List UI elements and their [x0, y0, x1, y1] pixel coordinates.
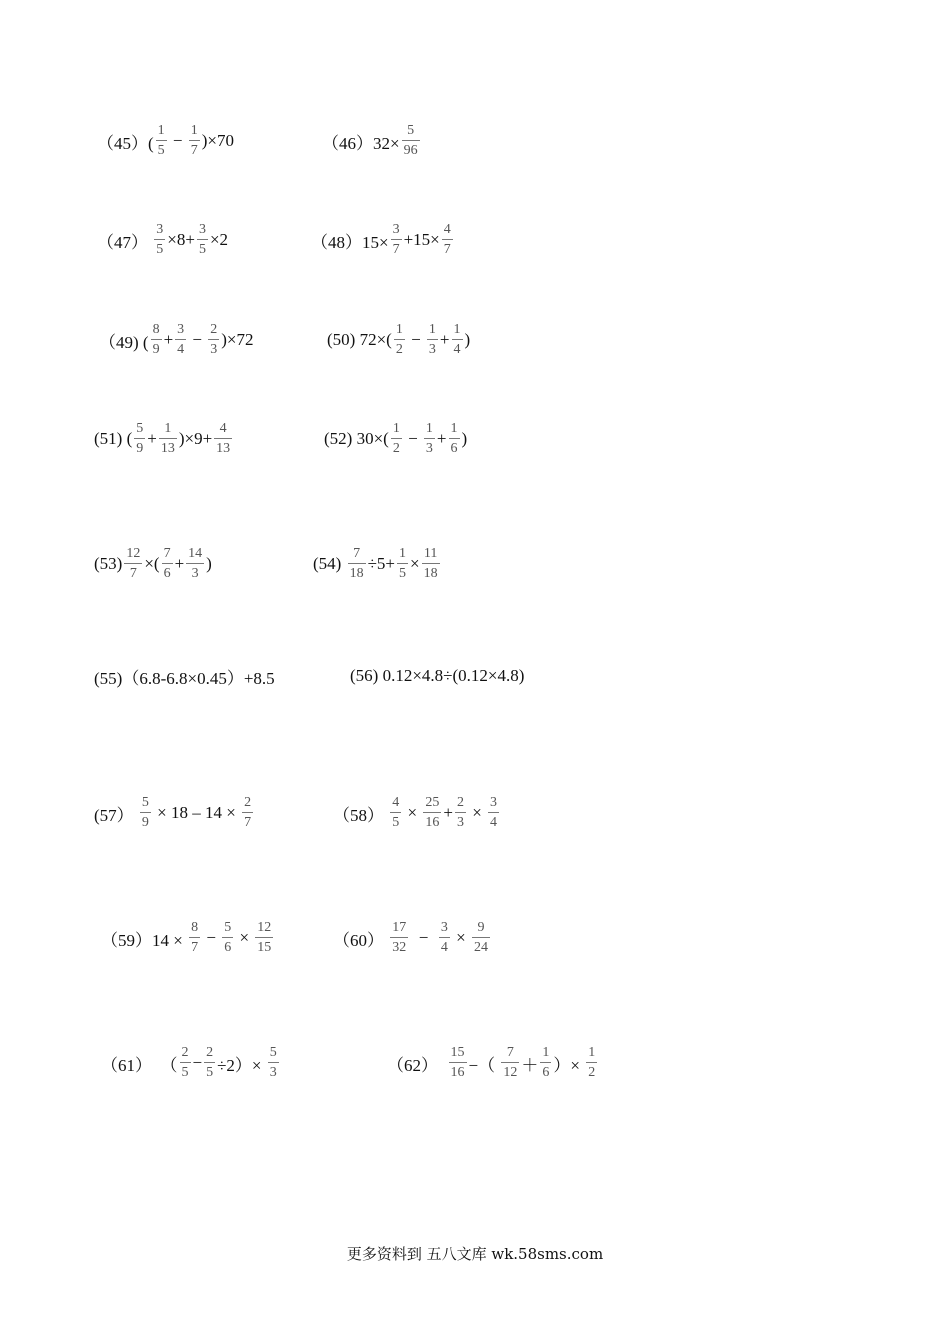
problem-45 — [97, 111, 234, 171]
fraction-numerator: 5 — [141, 795, 149, 810]
expression-text: ＋ — [521, 1055, 539, 1075]
fraction-denominator: 12 — [503, 1065, 518, 1080]
fraction-numerator: 2 — [181, 1045, 189, 1060]
fraction — [156, 124, 167, 158]
fraction-denominator: 3 — [456, 815, 464, 830]
footer-source: 更多资料到 五八文库 wk.58sms.com — [346, 1245, 604, 1263]
expression-text: )×9+ — [178, 429, 213, 448]
fraction — [186, 547, 204, 581]
expression-text: − — [202, 928, 221, 947]
fraction-denominator: 4 — [490, 815, 498, 830]
fraction-numerator: 3 — [440, 920, 448, 935]
fraction — [208, 323, 219, 357]
fraction — [442, 223, 453, 257]
fraction-numerator: 14 — [188, 546, 203, 561]
fraction-denominator: 3 — [210, 342, 218, 357]
expression-text: + — [439, 330, 450, 349]
fraction-numerator: 1 — [392, 421, 400, 436]
fraction — [197, 223, 208, 257]
fraction-numerator: 7 — [163, 546, 171, 561]
fraction-numerator: 1 — [588, 1045, 596, 1060]
expression-text: （61） （ — [101, 1055, 178, 1075]
fraction-numerator: 1 — [542, 1045, 550, 1060]
fraction — [390, 921, 408, 955]
fraction-denominator: 6 — [224, 940, 232, 955]
fraction-denominator: 6 — [542, 1065, 550, 1080]
fraction-denominator: 3 — [191, 566, 199, 581]
fraction-denominator: 9 — [136, 441, 144, 456]
expression-text: (57） — [94, 805, 138, 825]
problem-52 — [324, 409, 467, 469]
fraction-numerator: 2 — [210, 322, 218, 337]
fraction-numerator: 4 — [443, 222, 451, 237]
expression-text: （45）( — [97, 133, 154, 153]
fraction-numerator: 11 — [423, 546, 438, 561]
fraction — [242, 796, 253, 830]
fraction-denominator: 13 — [160, 441, 175, 456]
fraction — [390, 796, 401, 830]
problem-47 — [97, 210, 228, 270]
fraction — [189, 921, 200, 955]
expression-text: + — [436, 429, 447, 448]
fraction-numerator: 1 — [453, 322, 461, 337]
problem-46 — [322, 111, 422, 171]
fraction-denominator: 9 — [152, 342, 160, 357]
fraction-numerator: 1 — [395, 322, 403, 337]
fraction — [455, 796, 466, 830]
expression-text: ×2 — [209, 230, 229, 249]
fraction-denominator: 6 — [450, 441, 458, 456]
fraction-numerator: 2 — [206, 1045, 214, 1060]
fraction-numerator: 8 — [152, 322, 160, 337]
expression-text: （60） — [333, 930, 389, 950]
fraction-numerator: 9 — [477, 920, 485, 935]
problem-58 — [333, 783, 501, 843]
fraction — [449, 422, 460, 456]
fraction — [488, 796, 499, 830]
fraction-numerator: 4 — [392, 795, 400, 810]
fraction — [124, 547, 142, 581]
fraction-denominator: 2 — [395, 342, 403, 357]
expression-text: − — [406, 330, 425, 349]
fraction-numerator: 3 — [156, 222, 164, 237]
fraction-denominator: 4 — [440, 940, 448, 955]
fraction — [189, 124, 200, 158]
fraction — [424, 422, 435, 456]
expression-text: +15× — [403, 230, 440, 249]
fraction — [348, 547, 366, 581]
expression-text: −（ — [468, 1055, 500, 1075]
fraction-denominator: 5 — [206, 1065, 214, 1080]
expression-text: ）× — [553, 1055, 585, 1075]
fraction-denominator: 4 — [453, 342, 461, 357]
fraction — [180, 1046, 191, 1080]
expression-text: (53) — [94, 554, 123, 573]
fraction-denominator: 5 — [392, 815, 400, 830]
expression-text: （48）15× — [311, 232, 389, 252]
expression-text: (56) 0.12×4.8÷(0.12×4.8) — [350, 666, 525, 685]
fraction-numerator: 1 — [450, 421, 458, 436]
fraction-denominator: 4 — [177, 342, 185, 357]
fraction — [151, 323, 162, 357]
fraction-denominator: 24 — [473, 940, 488, 955]
problem-56 — [350, 646, 524, 706]
problem-61 — [101, 1033, 281, 1093]
problem-62 — [387, 1033, 599, 1093]
fraction-denominator: 18 — [349, 566, 364, 581]
expression-text: + — [174, 554, 185, 573]
fraction-denominator: 13 — [216, 441, 231, 456]
fraction-denominator: 16 — [425, 815, 440, 830]
fraction-denominator: 3 — [428, 342, 436, 357]
fraction — [423, 796, 441, 830]
fraction-denominator: 7 — [191, 940, 199, 955]
fraction-numerator: 1 — [164, 421, 172, 436]
fraction-numerator: 8 — [191, 920, 199, 935]
problem-49 — [99, 310, 254, 370]
fraction-denominator: 18 — [423, 566, 438, 581]
problem-53 — [94, 534, 212, 594]
fraction — [402, 124, 420, 158]
fraction — [268, 1046, 279, 1080]
fraction — [154, 223, 165, 257]
expression-text: )×72 — [221, 330, 254, 349]
fraction-denominator: 6 — [163, 566, 171, 581]
fraction-denominator: 2 — [392, 441, 400, 456]
expression-text: ×8+ — [167, 230, 195, 249]
problem-55 — [94, 646, 275, 706]
problem-51 — [94, 409, 234, 469]
fraction-numerator: 12 — [126, 546, 141, 561]
fraction-numerator: 1 — [157, 123, 165, 138]
fraction-denominator: 15 — [257, 940, 272, 955]
expression-text: (54) — [313, 554, 346, 573]
fraction-denominator: 3 — [269, 1065, 277, 1080]
expression-text: × — [410, 554, 420, 573]
fraction — [397, 547, 408, 581]
fraction — [222, 921, 233, 955]
fraction-numerator: 3 — [198, 222, 206, 237]
fraction-numerator: 2 — [456, 795, 464, 810]
expression-text: × 18 – 14 × — [152, 803, 241, 822]
expression-text: − — [192, 1053, 203, 1072]
fraction-numerator: 3 — [392, 222, 400, 237]
fraction-numerator: 5 — [224, 920, 232, 935]
expression-text: （46）32× — [322, 133, 400, 153]
fraction-numerator: 2 — [244, 795, 252, 810]
expression-text: （58） — [333, 805, 389, 825]
fraction — [175, 323, 186, 357]
fraction-denominator: 9 — [141, 815, 149, 830]
fraction-numerator: 7 — [506, 1045, 514, 1060]
expression-text: − — [188, 330, 207, 349]
fraction-numerator: 7 — [353, 546, 361, 561]
expression-text: （59）14 × — [101, 930, 188, 950]
fraction-denominator: 5 — [181, 1065, 189, 1080]
problem-59 — [101, 908, 275, 968]
expression-text: (52) 30×( — [324, 429, 389, 448]
fraction-denominator: 3 — [425, 441, 433, 456]
expression-text: (50) 72×( — [327, 330, 392, 349]
expression-text: − — [410, 928, 437, 947]
expression-text: (55)（6.8-6.8×0.45）+8.5 — [94, 668, 275, 688]
fraction-denominator: 5 — [156, 242, 164, 257]
fraction — [472, 921, 490, 955]
fraction — [439, 921, 450, 955]
expression-text: （62） — [387, 1055, 447, 1075]
fraction-numerator: 3 — [490, 795, 498, 810]
fraction — [162, 547, 173, 581]
fraction-numerator: 25 — [425, 795, 440, 810]
fraction — [540, 1046, 551, 1080]
fraction-denominator: 32 — [392, 940, 407, 955]
expression-text: （47） — [97, 232, 153, 252]
fraction-numerator: 1 — [190, 123, 198, 138]
problem-48 — [311, 210, 455, 270]
fraction-denominator: 96 — [403, 143, 418, 158]
problem-54 — [313, 534, 442, 594]
fraction-numerator: 12 — [257, 920, 272, 935]
expression-text: + — [163, 330, 174, 349]
fraction — [449, 1046, 467, 1080]
expression-text: + — [147, 429, 157, 448]
expression-text: − — [403, 429, 422, 448]
expression-text: ×( — [144, 554, 160, 573]
fraction-denominator: 5 — [157, 143, 165, 158]
expression-text: × — [467, 803, 487, 822]
fraction-denominator: 7 — [190, 143, 198, 158]
fraction-denominator: 7 — [244, 815, 252, 830]
fraction-numerator: 4 — [219, 421, 227, 436]
expression-text: ÷5+ — [367, 554, 395, 573]
fraction — [134, 422, 145, 456]
fraction-numerator: 1 — [428, 322, 436, 337]
fraction-numerator: 1 — [425, 421, 433, 436]
fraction-denominator: 7 — [129, 566, 137, 581]
fraction-numerator: 5 — [269, 1045, 277, 1060]
expression-text: ) — [464, 330, 471, 349]
fraction — [159, 422, 177, 456]
problem-60 — [333, 908, 492, 968]
problem-50 — [327, 310, 470, 370]
expression-text: ÷2）× — [217, 1055, 266, 1075]
fraction-denominator: 5 — [399, 566, 406, 581]
fraction-numerator: 15 — [450, 1045, 465, 1060]
fraction — [214, 422, 232, 456]
fraction-denominator: 16 — [450, 1065, 465, 1080]
expression-text: ) — [206, 554, 212, 573]
expression-text: × — [403, 803, 422, 822]
fraction — [255, 921, 273, 955]
fraction-numerator: 3 — [177, 322, 185, 337]
fraction — [422, 547, 440, 581]
fraction — [452, 323, 463, 357]
expression-text: （49) ( — [99, 332, 149, 352]
fraction-denominator: 5 — [198, 242, 206, 257]
fraction — [391, 223, 402, 257]
problem-57 — [94, 783, 255, 843]
expression-text: ) — [461, 429, 468, 448]
expression-text: + — [443, 803, 453, 822]
expression-text: × — [451, 928, 470, 947]
expression-text: (51) ( — [94, 429, 133, 448]
expression-text: − — [168, 131, 187, 150]
fraction — [204, 1046, 215, 1080]
fraction — [391, 422, 402, 456]
fraction-denominator: 7 — [443, 242, 451, 257]
fraction — [394, 323, 405, 357]
fraction-numerator: 1 — [399, 546, 406, 561]
fraction — [427, 323, 438, 357]
fraction — [586, 1046, 597, 1080]
fraction-denominator: 7 — [392, 242, 400, 257]
expression-text: × — [235, 928, 254, 947]
fraction-numerator: 17 — [392, 920, 407, 935]
expression-text: )×70 — [201, 131, 235, 150]
fraction-numerator: 5 — [136, 421, 144, 436]
fraction — [501, 1046, 519, 1080]
fraction — [140, 796, 151, 830]
fraction-numerator: 5 — [407, 123, 415, 138]
fraction-denominator: 2 — [588, 1065, 596, 1080]
